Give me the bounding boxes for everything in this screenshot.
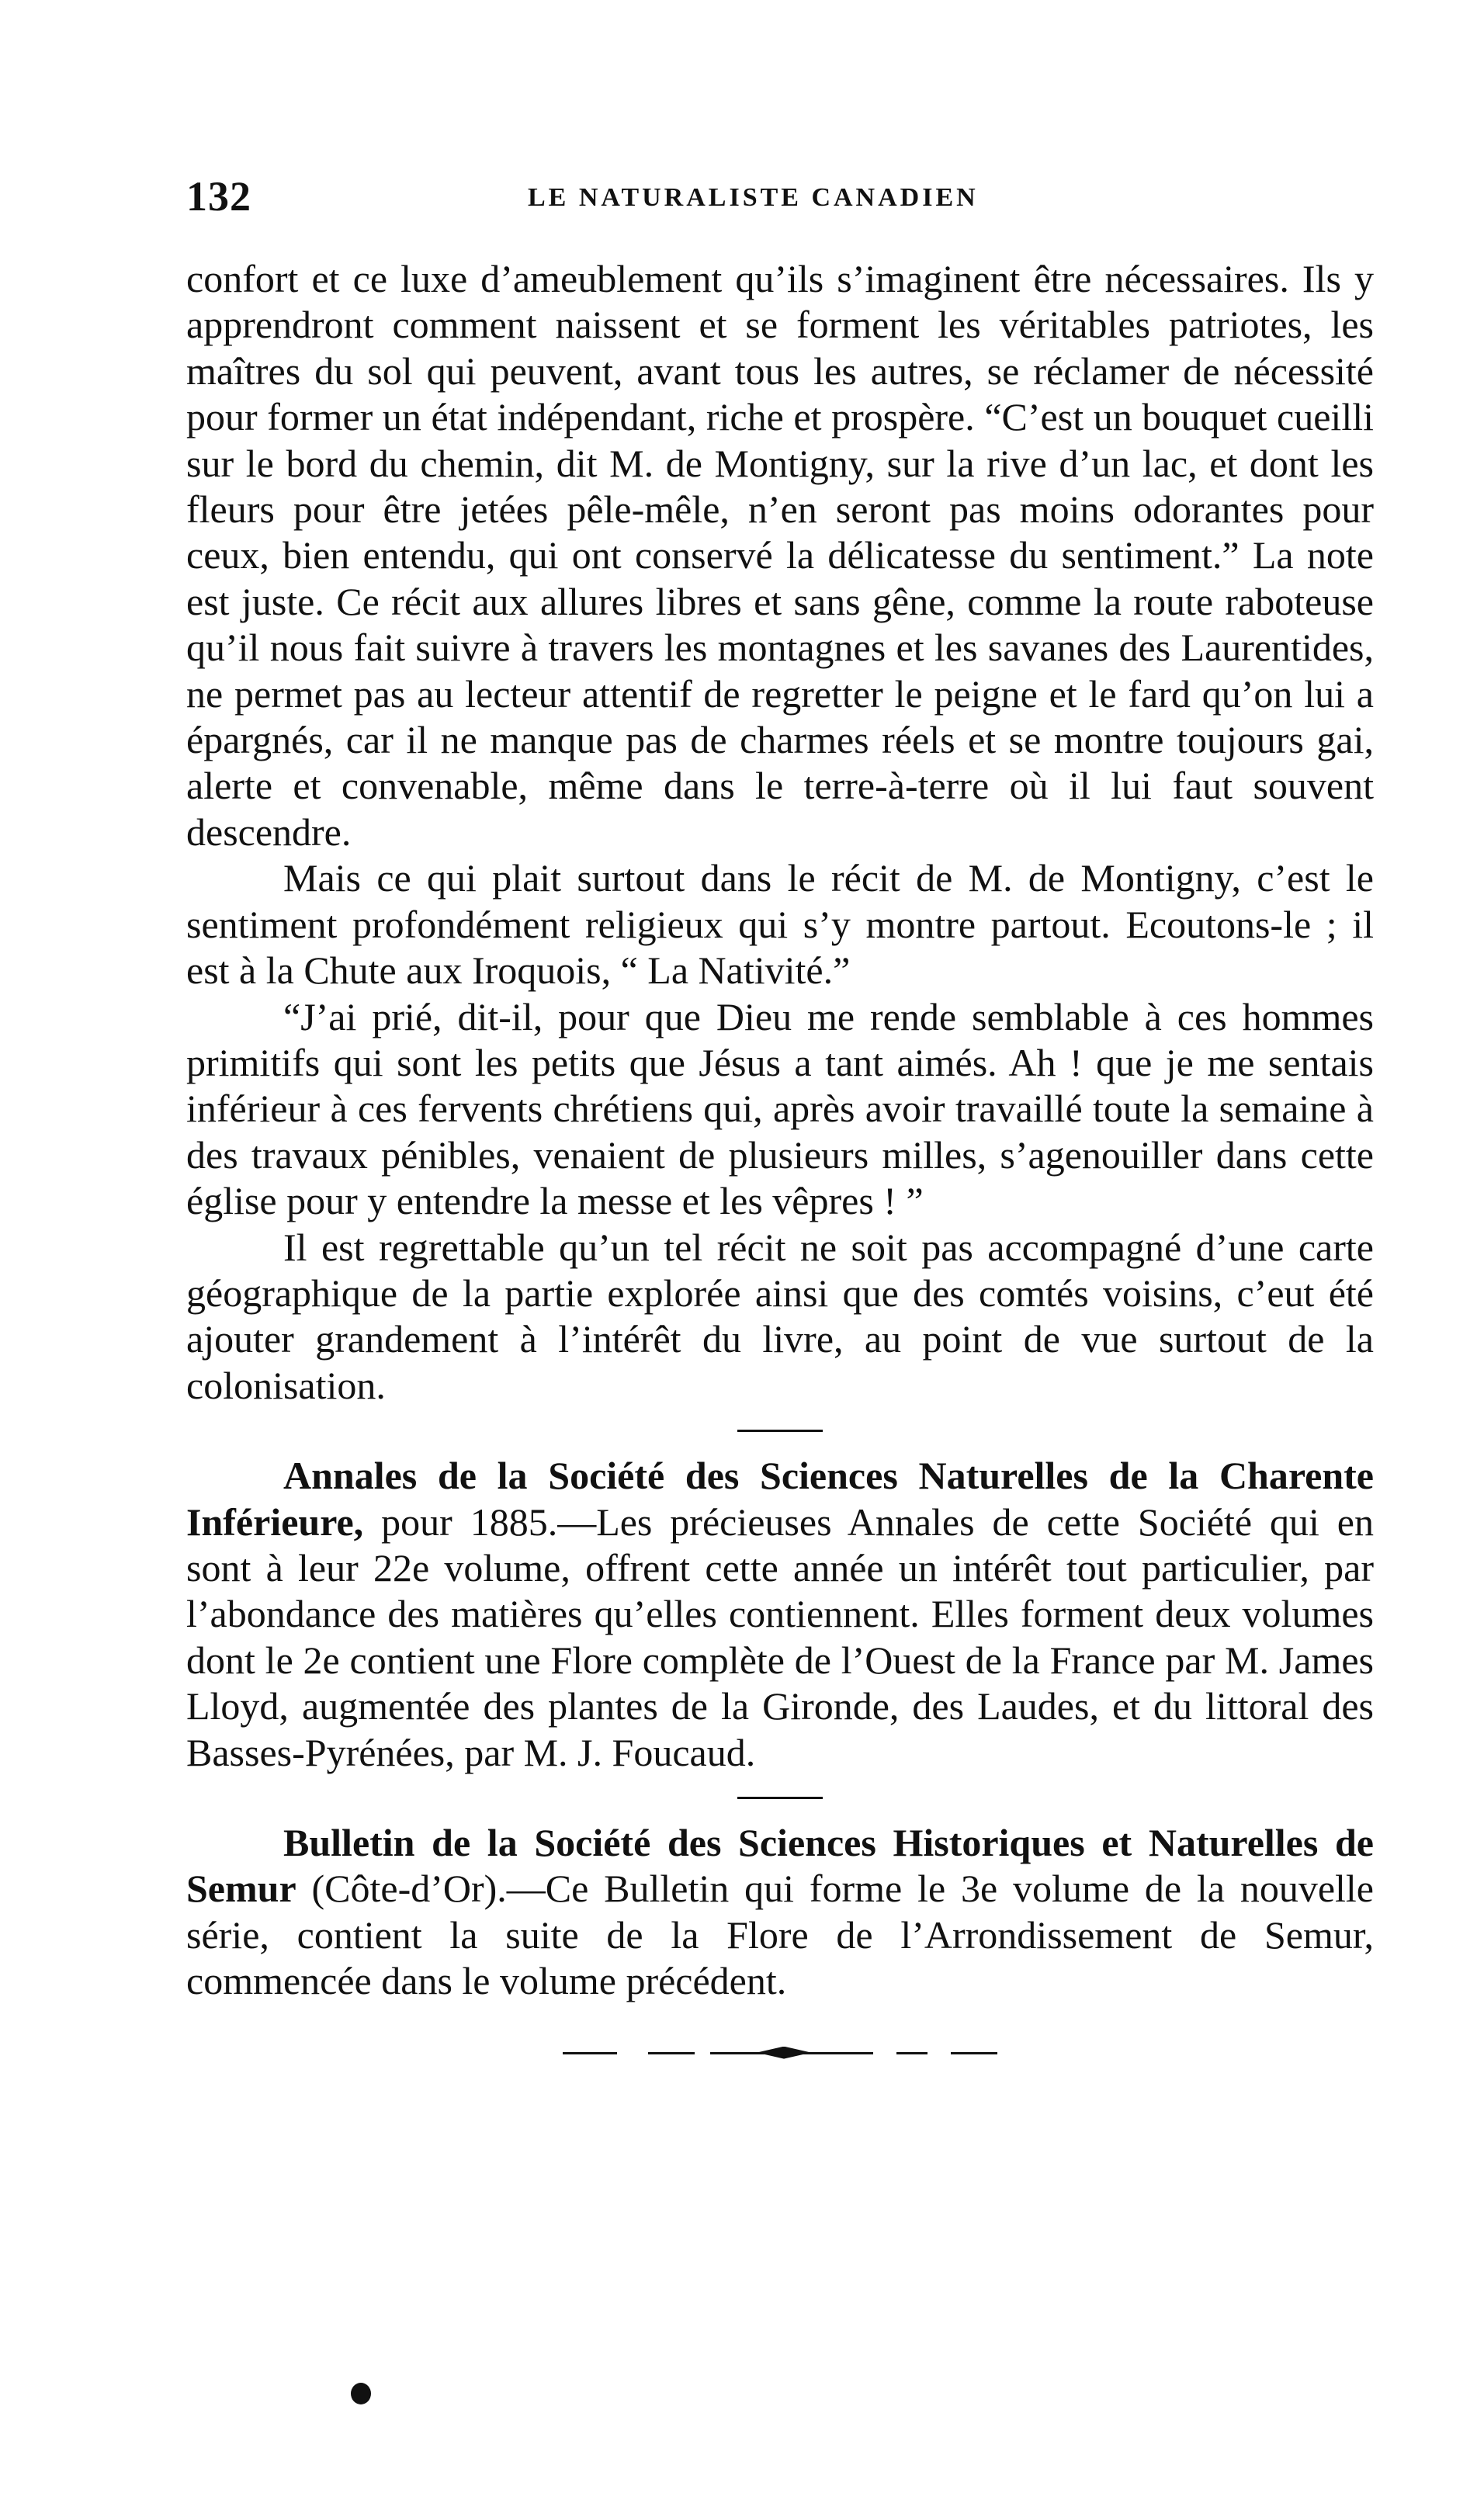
- review-title: Annales de la Société des Sciences Naturelles de la Charente Inférieure,: [186, 1454, 1374, 1544]
- page-number: 132: [186, 173, 251, 220]
- review-bulletin: [186, 1820, 1374, 2005]
- review-title: Bulletin de la Société des Sciences Historiques et Naturelles de Semur: [186, 1821, 1374, 1911]
- review-annales: [186, 1453, 1374, 1776]
- paragraph-religious-sentiment: Mais ce qui plait surtout dans le récit de M. de Montigny, c’est le sentiment profondément religieux qui s’y montre partout. Ecoutons-le ; il est à la Chute aux Iroquois, “ La Nativité.”: [186, 856, 1374, 993]
- review-body: (Côte-d’Or).—Ce Bulletin qui forme le 3e volume de la nouvelle série, contient la suite de la Flore de l’Arrondissement de Semur, commencée dans le volume précédent.: [186, 1867, 1374, 2003]
- running-title: LE NATURALISTE CANADIEN: [528, 183, 979, 212]
- paragraph-continued: confort et ce luxe d’ameublement qu’ils s’imaginent être nécessaires. Ils y apprendront comment naissent et se forment les véritables patriotes, les maîtres du sol qui peuvent, avant tous les autres, se réclamer de nécessité pour former un état indépendant, riche et prospère. “C’est un bouquet cueilli sur le bord du chemin, dit M. de Montigny, sur la rive d’un lac, et dont les fleurs pour être jetées pêle-mêle, n’en seront pas moins odorantes pour ceux, bien entendu, qui ont conservé la délicatesse du sentiment.” La note est juste. Ce récit aux allures libres et sans gêne, comme la route raboteuse qu’il nous fait suivre à travers les montagnes et les savanes des Laurentides, ne permet pas au lecteur attentif de regretter le peigne et le fard qu’on lui a épargnés, car il ne manque pas de charmes réels et se montre toujours gai, alerte et convenable, même dans le terre-à-terre où il lui faut souvent descendre.: [186, 257, 1374, 854]
- paragraph-quotation: “J’ai prié, dit-il, pour que Dieu me rende semblable à ces hommes primitifs qui sont les petits que Jésus a tant aimés. Ah ! que je me sentais inférieur à ces fervents chrétiens qui, après avoir travaillé toute la semaine à des travaux pénibles, venaient de plusieurs milles, s’agenouiller dans cette église pour y entendre la messe et les vêpres ! ”: [186, 994, 1374, 1223]
- section-divider: [737, 1797, 823, 1799]
- paragraph-map-remark: Il est regrettable qu’un tel récit ne soit pas accompagné d’une carte géographique de la partie explorée ainsi que des comtés voisins, c’eut été ajouter grandement à l’intérêt du livre, au point de vue surtout de la colonisation.: [186, 1225, 1374, 1407]
- page-header: [186, 172, 1312, 227]
- text-column: [186, 256, 1374, 2061]
- section-divider: [737, 1430, 823, 1432]
- review-body: pour 1885.—Les précieuses Annales de cette Société qui en sont à leur 22e volume, offrent cette année un intérêt tout particulier, par l’abondance des matières qu’elles contiennent. Elles forment deux volumes dont le 2e contient une Flore complète de l’Ouest de la France par M. James Lloyd, augmentée des plantes de la Gironde, des Laudes, et du littoral des Basses-Pyrénées, par M. J. Foucaud.: [186, 1499, 1374, 1774]
- end-ornament: [563, 2045, 997, 2061]
- ink-dot: [351, 2383, 371, 2404]
